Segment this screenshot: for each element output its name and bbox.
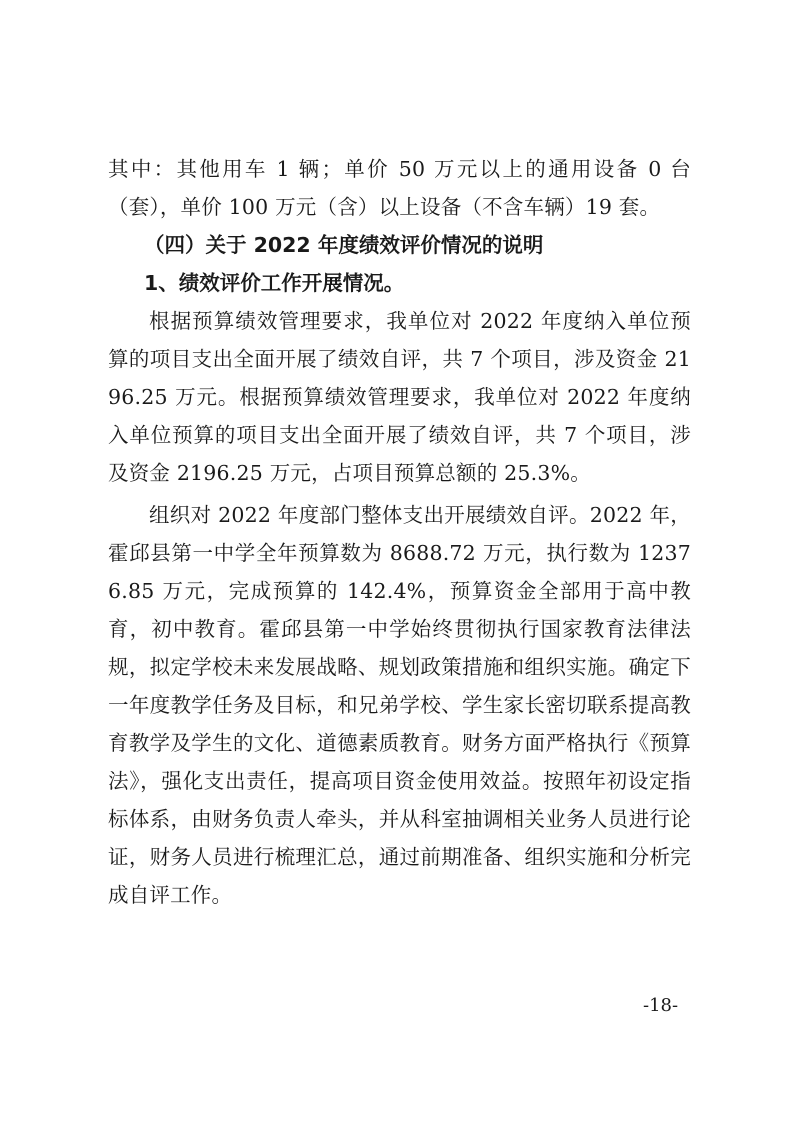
page-number: -18- (643, 995, 679, 1016)
project-evaluation-paragraph: 根据预算绩效管理要求，我单位对 2022 年度纳入单位预算的项目支出全面开展了绩效自评，共 7 个项目，涉及资金 2196.25 万元。根据预算绩效管理要求，我单位对 2022 年度纳入单位预算的项目支出全面开展了绩效自评，共 7 个项目，涉及资金 2196.25 万元，占项目预算总额的 25.3%。 (108, 309, 691, 485)
page-body (108, 150, 691, 914)
department-evaluation-paragraph: 组织对 2022 年度部门整体支出开展绩效自评。2022 年，霍邱县第一中学全年预算数为 8688.72 万元，执行数为 12376.85 万元，完成预算的 142.4%，预算资金全部用于高中教育，初中教育。霍邱县第一中学始终贯彻执行国家教育法律法规，拟定学校未来发展战略、规划政策措施和组织实施。确定下一年度教学任务及目标，和兄弟学校、学生家长密切联系提高教育教学及学生的文化、道德素质教育。财务方面严格执行《预算法》，强化支出责任，提高项目资金使用效益。按照年初设定指标体系，由财务负责人牵头，并从科室抽调相关业务人员进行论证，财务人员进行梳理汇总，通过前期准备、组织实施和分析完成自评工作。 (108, 503, 691, 907)
equipment-paragraph: 其中：其他用车 1 辆；单价 50 万元以上的通用设备 0 台（套），单价 100 万元（含）以上设备（不含车辆）19 套。 (108, 157, 691, 219)
section-heading: （四）关于 2022 年度绩效评价情况的说明 (144, 233, 544, 257)
subsection-heading: 1、绩效评价工作开展情况。 (144, 271, 405, 295)
